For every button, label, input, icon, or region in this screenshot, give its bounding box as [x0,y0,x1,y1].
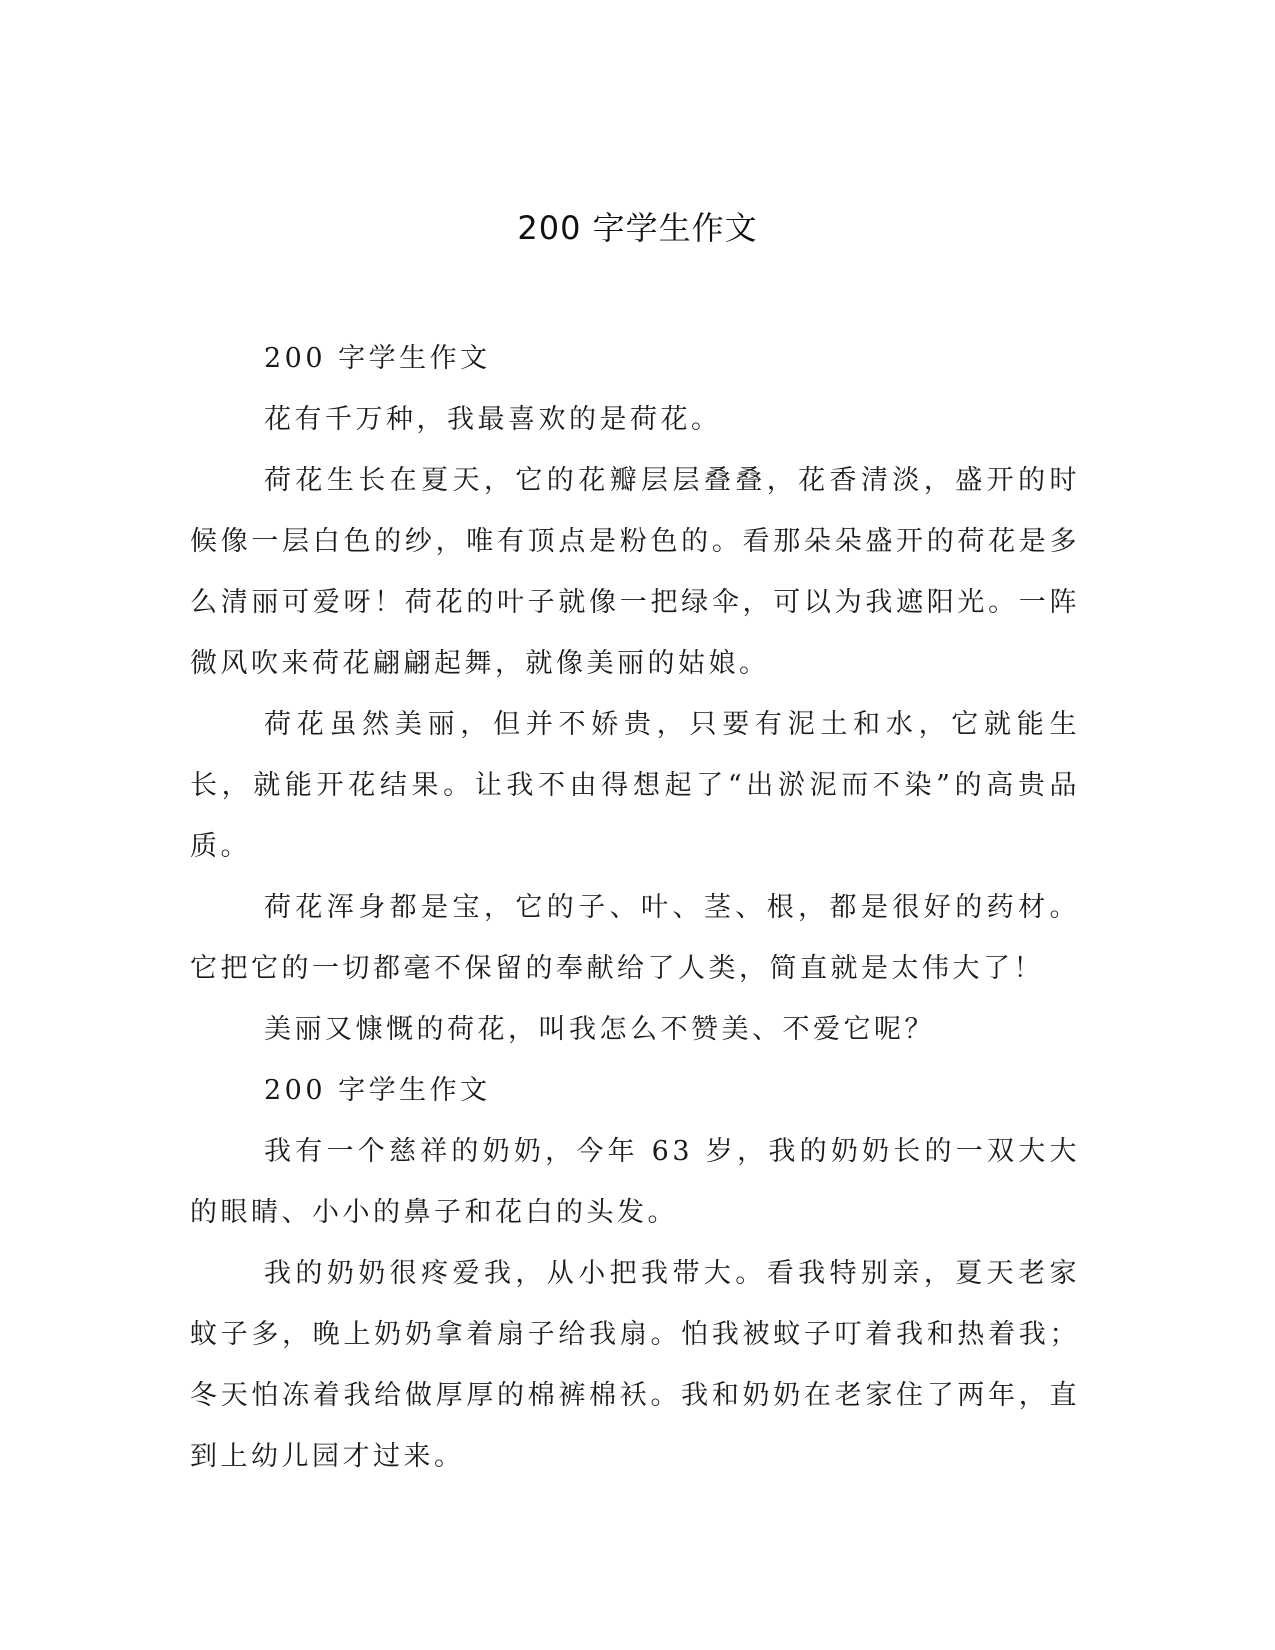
paragraph: 我的奶奶很疼爱我，从小把我带大。看我特别亲，夏天老家蚊子多，晚上奶奶拿着扇子给我扇。怕我被蚊子叮着我和热着我；冬天怕冻着我给做厚厚的棉裤棉袄。我和奶奶在老家住了两年，直到上幼儿园才过来。 [190,1258,1080,1472]
paragraph: 美丽又慷慨的荷花，叫我怎么不赞美、不爱它呢？ [264,1014,935,1045]
paragraph-subtitle: 200 字学生作文 [264,1075,491,1106]
document-body [190,328,1080,1487]
paragraph: 荷花浑身都是宝，它的子、叶、茎、根，都是很好的药材。它把它的一切都毫不保留的奉献给了人类，简直就是太伟大了！ [190,892,1080,984]
paragraph: 花有千万种，我最喜欢的是荷花。 [264,404,722,435]
paragraph: 荷花生长在夏天，它的花瓣层层叠叠，花香清淡，盛开的时候像一层白色的纱，唯有顶点是粉色的。看那朵朵盛开的荷花是多么清丽可爱呀！荷花的叶子就像一把绿伞，可以为我遮阳光。一阵微风吹来荷花翩翩起舞，就像美丽的姑娘。 [190,465,1080,679]
paragraph: 荷花虽然美丽，但并不娇贵，只要有泥土和水，它就能生长，就能开花结果。让我不由得想起了“出淤泥而不染”的高贵品质。 [190,709,1080,862]
paragraph: 我有一个慈祥的奶奶，今年 63 岁，我的奶奶长的一双大大的眼睛、小小的鼻子和花白的头发。 [190,1136,1080,1228]
paragraph-subtitle: 200 字学生作文 [264,343,491,374]
document-title: 200 字学生作文 [517,209,758,247]
